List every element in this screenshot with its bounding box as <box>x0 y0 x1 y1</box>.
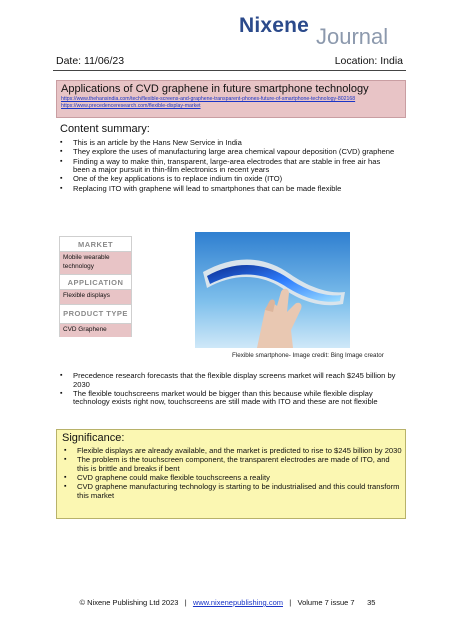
logo-brand: Nixene <box>239 14 310 37</box>
page-number: 35 <box>367 598 376 607</box>
list-item: ▪ Finding a way to make thin, transparent, large-area electrodes that are stable in free air has been a major pursuit in thin-film electronics in recent years <box>56 158 396 175</box>
application-value: Flexible displays <box>59 290 132 304</box>
market-notes-list <box>56 372 396 408</box>
product-type-label: PRODUCT TYPE <box>59 304 132 324</box>
list-item: ▪ This is an article by the Hans New Service in India <box>56 139 396 148</box>
page-footer <box>0 598 455 607</box>
list-item: ▪ Precedence research forecasts that the flexible display screens market will reach $245 billion by 2030 <box>56 372 396 389</box>
significance-list <box>60 447 402 501</box>
list-item: ▪ Flexible displays are already available, and the market is predicted to rise to $245 billion by 2030 <box>60 447 402 456</box>
article-title-box <box>56 80 406 118</box>
nixene-journal-logo <box>239 14 404 50</box>
list-item: ▪ They explore the uses of manufacturing large area chemical vapour deposition (CVD) graphene <box>56 148 396 157</box>
list-item: ▪ CVD graphene could make flexible touchscreens a reality <box>60 474 402 483</box>
list-item: ▪ The problem is the touchscreen component, the transparent electrodes are made of ITO, and this is brittle and breaks if bent <box>60 456 402 473</box>
list-item: ▪ One of the key applications is to replace indium tin oxide (ITO) <box>56 175 396 184</box>
market-value: Mobile wearable technology <box>59 252 132 274</box>
flexible-smartphone-image <box>195 232 350 348</box>
article-title: Applications of CVD graphene in future smartphone technology <box>61 83 369 95</box>
classification-tags <box>59 236 132 337</box>
image-caption: Flexible smartphone- Image credit: Bing Image creator <box>232 352 384 359</box>
content-summary-list <box>56 139 396 194</box>
application-label: APPLICATION <box>59 274 132 290</box>
article-location: Location: India <box>334 55 403 67</box>
logo-journal: Journal <box>316 24 389 49</box>
source-link-hansindia[interactable]: https://www.thehansindia.com/tech/flexible-screens-and-graphene-transparent-phones-future-of-smartphone-technology-802168 <box>61 96 356 102</box>
list-item: ▪ The flexible touchscreens market would be bigger than this because while flexible display technology exists right now, touchscreens are still made with ITO and these are not flexible <box>56 390 396 407</box>
footer-website-link[interactable]: www.nixenepublishing.com <box>192 598 283 607</box>
footer-volume: Volume 7 issue 7 <box>297 598 355 607</box>
market-label: MARKET <box>59 236 132 252</box>
list-item: ▪ Replacing ITO with graphene will lead to smartphones that can be made flexible <box>56 185 396 194</box>
footer-separator: | <box>289 598 292 607</box>
significance-heading: Significance: <box>62 432 125 444</box>
product-type-value: CVD Graphene <box>59 324 132 338</box>
article-date: Date: 11/06/23 <box>56 55 125 67</box>
content-summary-heading: Content summary: <box>60 123 150 135</box>
source-link-precedence[interactable]: https://www.precedenceresearch.com/flexible-display-market <box>61 102 201 109</box>
footer-separator: | <box>184 598 187 607</box>
list-item: ▪ CVD graphene manufacturing technology is starting to be industrialised and this could transform this market <box>60 483 402 500</box>
significance-box <box>56 429 406 519</box>
footer-copyright: © Nixene Publishing Ltd 2023 <box>79 598 179 607</box>
date-location-bar <box>53 55 406 71</box>
